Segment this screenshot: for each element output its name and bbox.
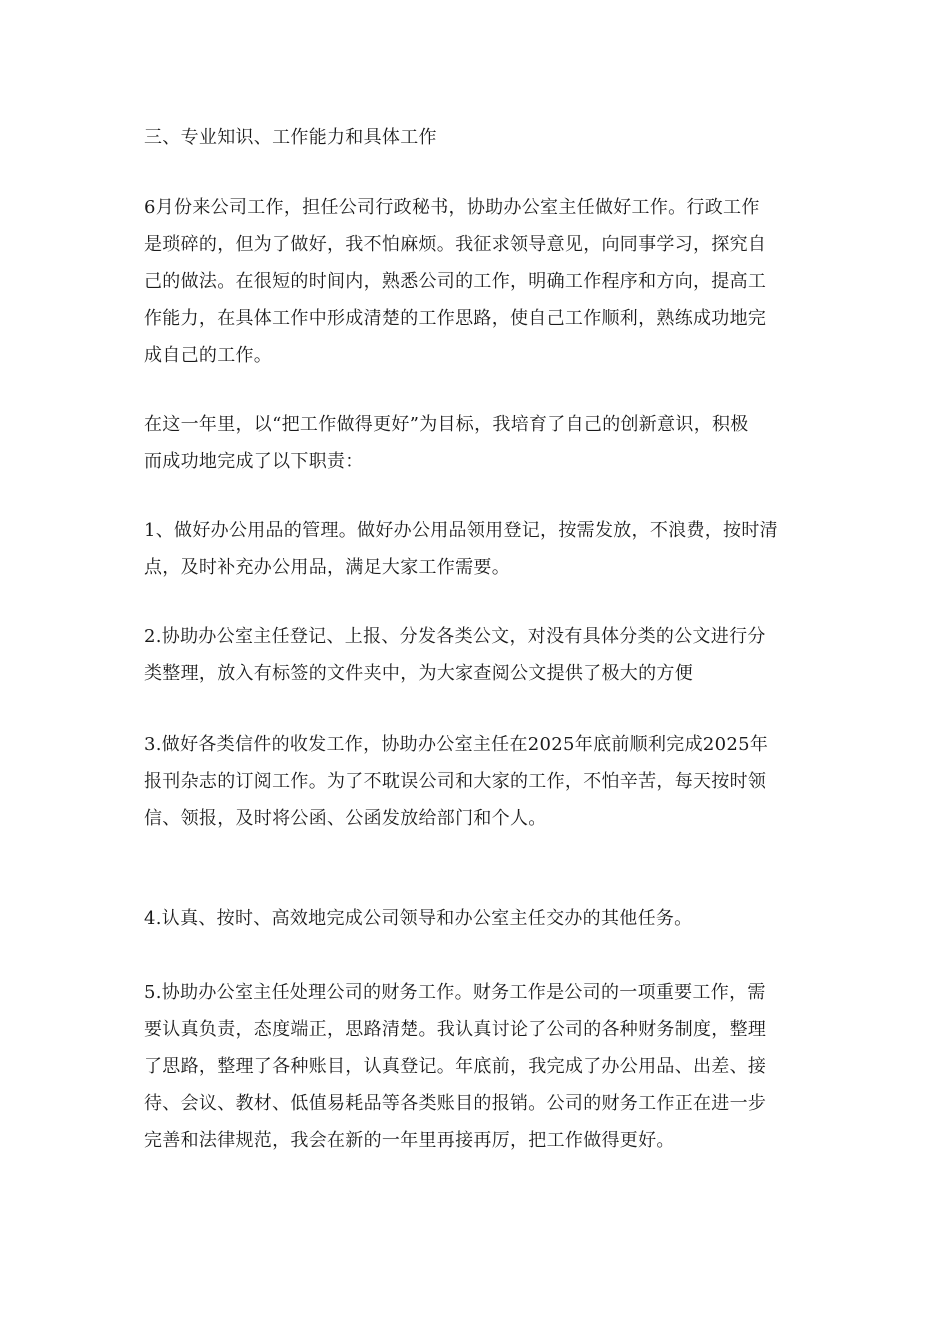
paragraph-line: 成自己的工作。 [144,345,273,366]
paragraph-item-5 [144,974,814,1159]
paragraph-item-1 [144,512,814,586]
heading-text: 三、专业知识、工作能力和具体工作 [144,127,437,148]
paragraph-line: 报刊杂志的订阅工作。为了不耽误公司和大家的工作，不怕辛苦，每天按时领 [144,771,767,792]
paragraph-line: 待、会议、教材、低值易耗品等各类账目的报销。公司的财务工作正在进一步 [144,1093,767,1114]
paragraph-line: 1、做好办公用品的管理。做好办公用品领用登记，按需发放，不浪费，按时清 [144,520,778,541]
paragraph-goal [144,406,814,480]
paragraph-line: 作能力，在具体工作中形成清楚的工作思路，使自己工作顺利，熟练成功地完 [144,308,767,329]
paragraph-line: 5.协助办公室主任处理公司的财务工作。财务工作是公司的一项重要工作，需 [144,982,766,1003]
paragraph-line: 是琐碎的，但为了做好，我不怕麻烦。我征求领导意见，向同事学习，探究自 [144,234,767,255]
paragraph-line: 点，及时补充办公用品，满足大家工作需要。 [144,557,510,578]
paragraph-item-4 [144,900,814,937]
paragraph-line: 3.做好各类信件的收发工作，协助办公室主任在2025年底前顺利完成2025年 [144,734,769,755]
paragraph-item-3 [144,726,814,837]
paragraph-line: 己的做法。在很短的时间内，熟悉公司的工作，明确工作程序和方向，提高工 [144,271,767,292]
paragraph-item-2 [144,618,814,692]
paragraph-line: 完善和法律规范，我会在新的一年里再接再厉，把工作做得更好。 [144,1130,675,1151]
paragraph-line: 而成功地完成了以下职责： [144,451,364,472]
paragraph-line: 4.认真、按时、高效地完成公司领导和办公室主任交办的其他任务。 [144,908,693,929]
section-heading [144,119,814,156]
paragraph-line: 了思路，整理了各种账目，认真登记。年底前，我完成了办公用品、出差、接 [144,1056,767,1077]
paragraph-line: 类整理，放入有标签的文件夹中，为大家查阅公文提供了极大的方便 [144,663,693,684]
paragraph-line: 6月份来公司工作，担任公司行政秘书，协助办公室主任做好工作。行政工作 [144,197,760,218]
paragraph-line: 要认真负责，态度端正，思路清楚。我认真讨论了公司的各种财务制度，整理 [144,1019,767,1040]
paragraph-line: 在这一年里，以“把工作做得更好”为目标，我培育了自己的创新意识，积极 [144,414,749,435]
paragraph-line: 2.协助办公室主任登记、上报、分发各类公文，对没有具体分类的公文进行分 [144,626,766,647]
paragraph-intro [144,189,814,374]
paragraph-line: 信、领报，及时将公函、公函发放给部门和个人。 [144,808,547,829]
